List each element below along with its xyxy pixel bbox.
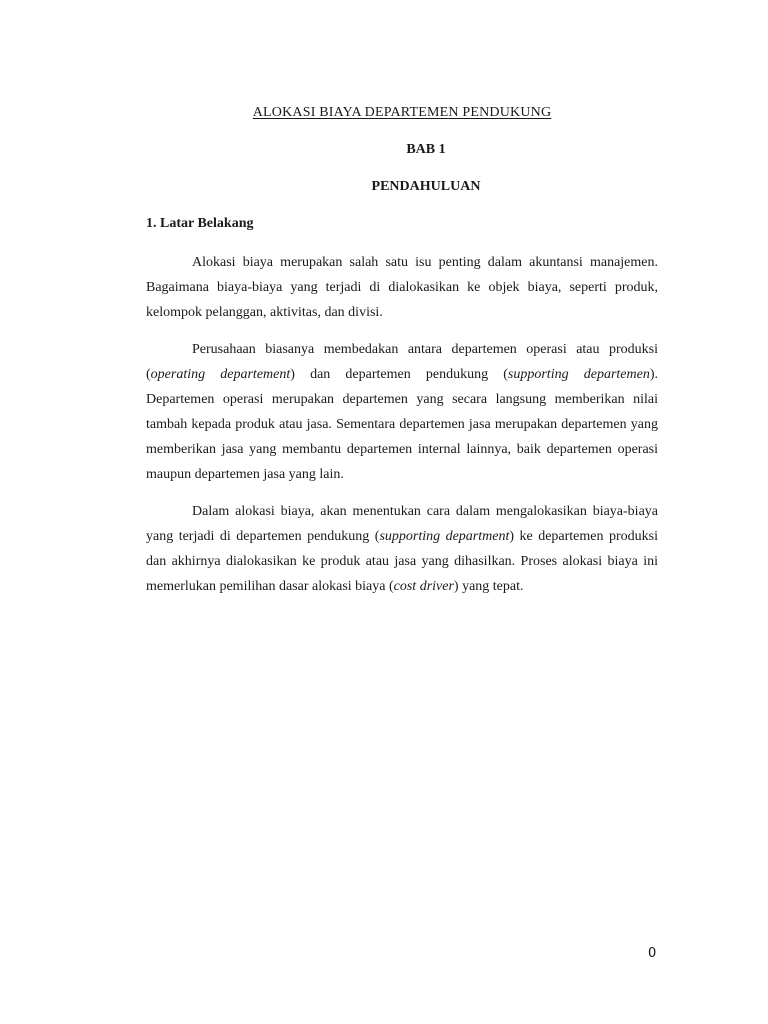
paragraph-2-text-c: ). Departemen operasi merupakan departemen yang secara langsung memberikan nilai tambah kepada produk atau jasa. Sementara departemen jasa merupakan departemen yang memberikan jasa yang membantu departemen internal lainnya, baik departemen operasi maupun departemen jasa yang lain. <box>146 367 658 482</box>
chapter-title: PENDAHULUAN <box>371 179 481 194</box>
section-heading: 1. Latar Belakang <box>146 216 254 231</box>
document-title: ALOKASI BIAYA DEPARTEMEN PENDUKUNG <box>252 105 552 120</box>
paragraph-3-text-a: Dalam alokasi biaya, akan menentukan cara dalam mengalokasikan biaya-biaya yang terjadi di departemen pendukung ( <box>146 504 658 544</box>
paragraph-3 <box>146 499 658 599</box>
paragraph-2 <box>146 337 658 487</box>
paragraph-1 <box>146 250 658 325</box>
paragraph-3-italic-b: cost driver <box>393 579 454 594</box>
paragraph-2-italic-a: operating departement <box>150 367 291 382</box>
paragraph-2-text-b: ) dan departemen pendukung ( <box>290 367 508 382</box>
paragraph-2-text-a: Perusahaan biasanya membedakan antara departemen operasi atau produksi ( <box>146 342 658 382</box>
chapter-number: BAB 1 <box>406 142 446 157</box>
paragraph-3-italic-a: supporting department <box>379 529 510 544</box>
paragraph-2-italic-b: supporting departemen <box>507 367 650 382</box>
paragraph-3-text-c: ) yang tepat. <box>453 579 524 594</box>
paragraph-3-text-b: ) ke departemen produksi dan akhirnya dialokasikan ke produk atau jasa yang dihasilkan. Proses alokasi biaya ini memerlukan pemilihan dasar alokasi biaya ( <box>146 529 658 594</box>
paragraph-1-text: Alokasi biaya merupakan salah satu isu penting dalam akuntansi manajemen. Bagaimana biaya-biaya yang terjadi di dialokasikan ke objek biaya, seperti produk, kelompok pelanggan, aktivitas, dan divisi. <box>146 255 658 320</box>
document-body <box>146 250 658 611</box>
page-number: 0 <box>648 946 657 961</box>
